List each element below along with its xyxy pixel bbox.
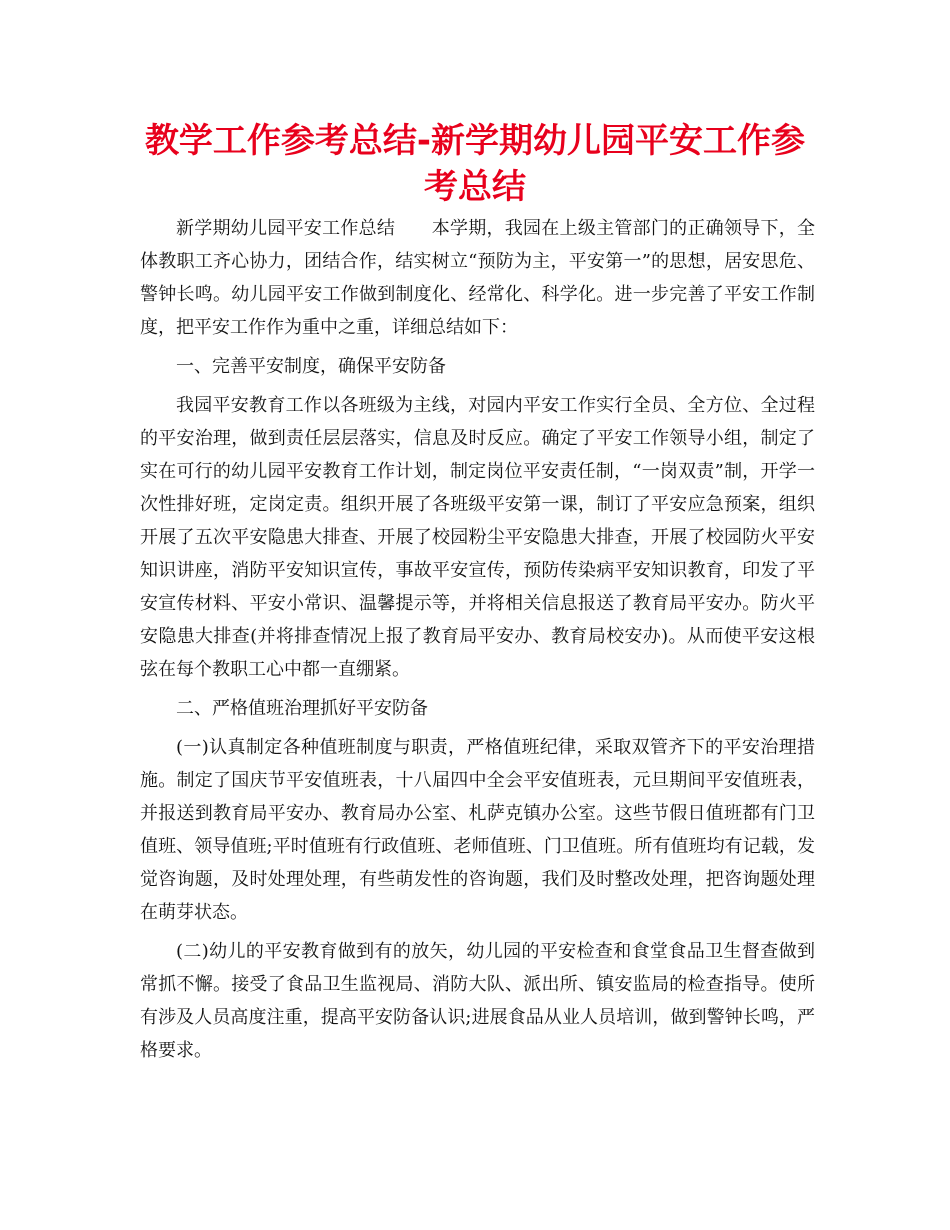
paragraph-duty-1: (一)认真制定各种值班制度与职责，严格值班纪律，采取双管齐下的平安治理措施。制定了国庆节平安值班表，十八届四中全会平安值班表，元旦期间平安值班表，并报送到教育局平安办、教育局办公室、札萨克镇办公室。这些节假日值班都有门卫值班、领导值班;平时值班有行政值班、老师值班、门卫值班。所有值班均有记载，发觉咨询题，及时处理处理，有些萌发性的咨询题，我们及时整改处理，把咨询题处理在萌芽状态。	[140, 737, 815, 923]
section-heading-1: 一、完善平安制度，确保平安防备	[176, 356, 446, 377]
paragraph-intro: 新学期幼儿园平安工作总结 本学期，我园在上级主管部门的正确领导下，全体教职工齐心协力，团结合作，结实树立“预防为主，平安第一”的思想，居安思危、警钟长鸣。幼儿园平安工作做到制度化、经常化、科学化。进一步完善了平安工作制度，把平安工作作为重中之重，详细总结如下：	[140, 218, 815, 338]
paragraph-duty-2: (二)幼儿的平安教育做到有的放矢，幼儿园的平安检查和食堂食品卫生督查做到常抓不懈。接受了食品卫生监视局、消防大队、派出所、镇安监局的检查指导。使所有涉及人员高度注重，提高平安防备认识;进展食品从业人员培训，做到警钟长鸣，严格要求。	[140, 941, 815, 1061]
section-heading-2: 二、严格值班治理抓好平安防备	[176, 698, 428, 719]
document-body	[140, 212, 815, 1073]
paragraph-section-1: 我园平安教育工作以各班级为主线，对园内平安工作实行全员、全方位、全过程的平安治理，做到责任层层落实，信息及时反应。确定了平安工作领导小组，制定了实在可行的幼儿园平安教育工作计划，制定岗位平安责任制，“一岗双责”制，开学一次性排好班，定岗定责。组织开展了各班级平安第一课，制订了平安应急预案，组织开展了五次平安隐患大排查、开展了校园粉尘平安隐患大排查，开展了校园防火平安知识讲座，消防平安知识宣传，事故平安宣传，预防传染病平安知识教育，印发了平安宣传材料、平安小常识、温馨提示等，并将相关信息报送了教育局平安办。防火平安隐患大排查(并将排查情况上报了教育局平安办、教育局校安办)。从而使平安这根弦在每个教职工心中都一直绷紧。	[140, 395, 815, 680]
document-title: 教学工作参考总结-新学期幼儿园平安工作参考总结	[144, 121, 806, 207]
